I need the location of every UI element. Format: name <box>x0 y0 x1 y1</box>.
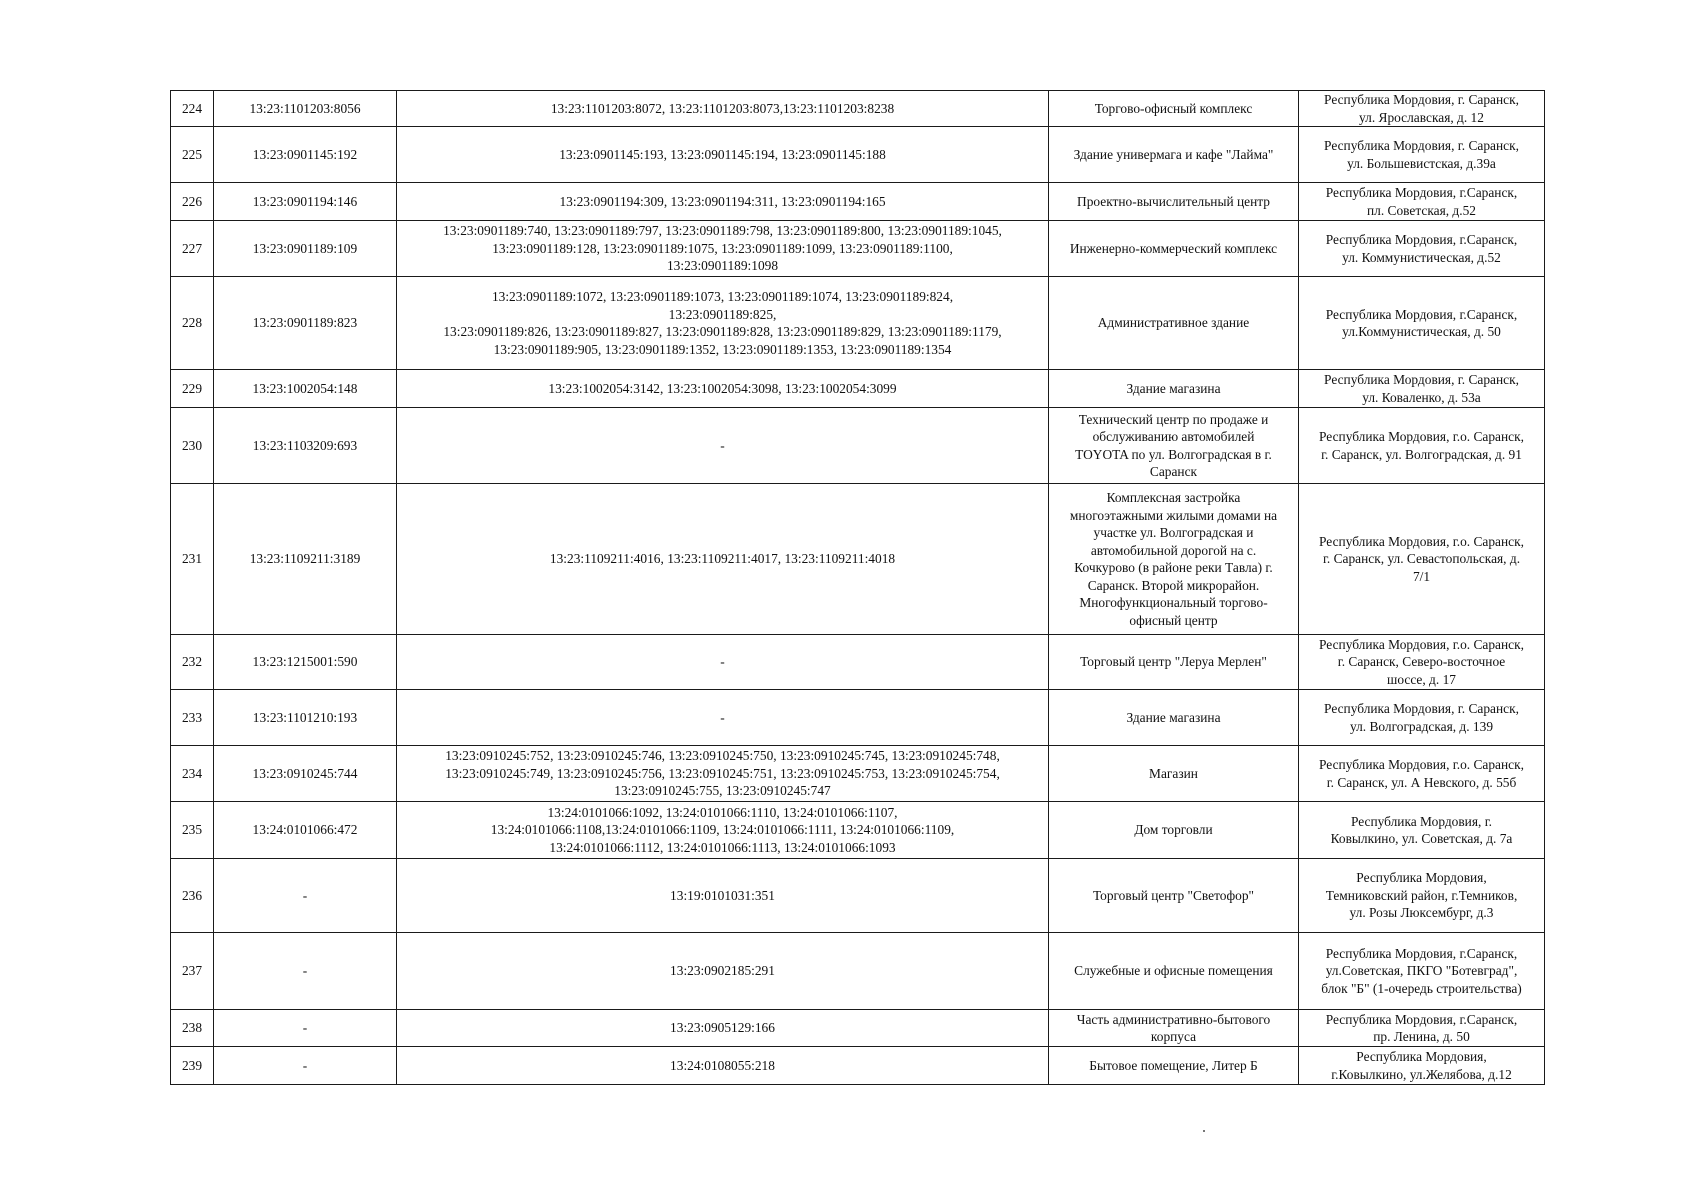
object-name <box>1049 408 1299 484</box>
row-number: 227 <box>171 221 214 277</box>
text-line: Служебные и офисные помещения <box>1074 963 1273 979</box>
text-line: пр. Ленина, д. 50 <box>1373 1029 1470 1044</box>
cadastral-number: 13:23:1215001:590 <box>214 635 397 690</box>
object-name <box>1049 183 1299 221</box>
object-address <box>1299 635 1545 690</box>
object-name <box>1049 277 1299 370</box>
text-line: 13:23:0901194:309, 13:23:0901194:311, 13:23:0901194:165 <box>559 193 886 209</box>
table-row <box>171 690 1545 746</box>
row-number: 234 <box>171 746 214 802</box>
text-line: офисный центр <box>1129 612 1218 628</box>
object-name <box>1049 127 1299 183</box>
text-line: ул.Советская, ПКГО "Ботевград", <box>1325 963 1518 979</box>
text-line: пл. Советская, д.52 <box>1367 202 1476 218</box>
text-line: Республика Мордовия, г. Саранск, <box>1324 138 1519 153</box>
cadastral-number: 13:23:1002054:148 <box>214 370 397 408</box>
related-cadastral-numbers <box>397 933 1049 1010</box>
related-cadastral-numbers <box>397 183 1049 221</box>
object-address <box>1299 408 1545 484</box>
cadastral-number: 13:23:1101203:8056 <box>214 91 397 127</box>
text-line: Республика Мордовия, г.Саранск, <box>1325 306 1518 322</box>
row-number: 228 <box>171 277 214 370</box>
object-address <box>1299 859 1545 933</box>
text-line: Республика Мордовия, г.Саранск, <box>1325 1011 1518 1027</box>
text-line: 13:23:0901145:193, 13:23:0901145:194, 13:23:0901145:188 <box>559 146 886 162</box>
text-line: Административное здание <box>1097 315 1250 331</box>
table-row <box>171 277 1545 370</box>
table-row <box>171 183 1545 221</box>
text-line: Технический центр по продаже и <box>1078 411 1269 427</box>
row-number: 224 <box>171 91 214 127</box>
text-line: Здание магазина <box>1126 709 1221 725</box>
text-line: ул. Коваленко, д. 53а <box>1362 389 1481 405</box>
object-name <box>1049 91 1299 127</box>
row-number: 230 <box>171 408 214 484</box>
cadastral-number: 13:23:0910245:744 <box>214 746 397 802</box>
text-line: Саранск. Второй микрорайон. <box>1087 577 1260 593</box>
row-number: 236 <box>171 859 214 933</box>
text-line: 13:23:0901189:1072, 13:23:0901189:1073, 13:23:0901189:1074, 13:23:0901189:824, <box>491 289 954 304</box>
text-line: блок "Б" (1-очередь строительства) <box>1321 980 1522 996</box>
text-line: Республика Мордовия, г.о. Саранск, <box>1319 429 1524 444</box>
table-row <box>171 408 1545 484</box>
related-cadastral-numbers <box>397 370 1049 408</box>
cadastral-number: 13:23:0901189:823 <box>214 277 397 370</box>
related-cadastral-numbers <box>397 408 1049 484</box>
row-number: 233 <box>171 690 214 746</box>
text-line: Магазин <box>1149 765 1198 781</box>
text-line: - <box>720 709 725 725</box>
related-cadastral-numbers <box>397 127 1049 183</box>
related-cadastral-numbers <box>397 484 1049 635</box>
related-cadastral-numbers <box>397 1010 1049 1047</box>
cadastral-number: 13:23:0901194:146 <box>214 183 397 221</box>
text-line: ул. Волгоградская, д. 139 <box>1349 718 1494 734</box>
object-address <box>1299 933 1545 1010</box>
table-row <box>171 370 1545 408</box>
text-line: Республика Мордовия, г.Саранск, <box>1325 185 1518 200</box>
text-line: Республика Мордовия, г. Саранск, <box>1324 372 1519 387</box>
text-line: обслуживанию автомобилей <box>1092 429 1255 444</box>
text-line: Многофункциональный торгово- <box>1079 595 1268 610</box>
row-number: 238 <box>171 1010 214 1047</box>
text-line: Бытовое помещение, Литер Б <box>1089 1057 1258 1073</box>
object-name <box>1049 484 1299 635</box>
text-line: - <box>720 654 725 670</box>
text-line: TOYOTA по ул. Волгоградская в г. <box>1075 446 1272 462</box>
table-row <box>171 91 1545 127</box>
text-line: Саранск <box>1149 464 1198 479</box>
text-line: Торговый центр "Леруа Мерлен" <box>1080 654 1267 670</box>
text-line: Республика Мордовия, г.Саранск, <box>1325 232 1518 247</box>
cadastral-number: 13:23:0901145:192 <box>214 127 397 183</box>
text-line: 13:23:0901189:1098 <box>666 258 779 274</box>
scan-speck <box>1203 1130 1205 1132</box>
text-line: Республика Мордовия, г.о. Саранск, <box>1319 636 1524 652</box>
object-name <box>1049 690 1299 746</box>
object-address <box>1299 91 1545 127</box>
text-line: 13:23:0901189:905, 13:23:0901189:1352, 13:23:0901189:1353, 13:23:0901189:1354 <box>493 341 952 357</box>
table-row <box>171 859 1545 933</box>
related-cadastral-numbers <box>397 91 1049 127</box>
table-row <box>171 484 1545 635</box>
related-cadastral-numbers <box>397 221 1049 277</box>
text-line: 13:23:1002054:3142, 13:23:1002054:3098, 13:23:1002054:3099 <box>548 380 897 396</box>
text-line: Республика Мордовия, г. Саранск, <box>1324 701 1519 716</box>
object-name <box>1049 370 1299 408</box>
text-line: Проектно-вычислительный центр <box>1077 193 1270 209</box>
text-line: - <box>720 437 725 453</box>
cadastral-number: 13:23:1103209:693 <box>214 408 397 484</box>
text-line: Здание универмага и кафе "Лайма" <box>1073 146 1274 162</box>
table-row <box>171 127 1545 183</box>
text-line: многоэтажными жилыми домами на <box>1069 507 1278 523</box>
object-address <box>1299 183 1545 221</box>
text-line: 13:23:1109211:4016, 13:23:1109211:4017, 13:23:1109211:4018 <box>549 551 896 567</box>
row-number: 231 <box>171 484 214 635</box>
text-line: Торгово-офисный комплекс <box>1094 100 1253 116</box>
related-cadastral-numbers <box>397 277 1049 370</box>
cadastral-number: - <box>214 933 397 1010</box>
row-number: 232 <box>171 635 214 690</box>
text-line: 13:23:0901189:128, 13:23:0901189:1075, 13:23:0901189:1099, 13:23:0901189:1100, <box>492 240 953 256</box>
text-line: 13:23:0901189:825, <box>668 306 777 322</box>
text-line: 13:23:1101203:8072, 13:23:1101203:8073,13:23:1101203:8238 <box>550 100 895 116</box>
text-line: 13:24:0101066:1092, 13:24:0101066:1110, 13:24:0101066:1107, <box>547 804 898 820</box>
text-line: шоссе, д. 17 <box>1387 671 1456 687</box>
table-row <box>171 802 1545 859</box>
object-address <box>1299 746 1545 802</box>
text-line: Республика Мордовия, г.о. Саранск, <box>1319 757 1524 772</box>
object-name <box>1049 1047 1299 1085</box>
table-row <box>171 635 1545 690</box>
text-line: Республика Мордовия, <box>1356 870 1487 886</box>
text-line: 13:23:0910245:749, 13:23:0910245:756, 13:23:0910245:751, 13:23:0910245:753, 13:23:0910245:754, <box>445 765 1000 781</box>
text-line: 13:23:0901189:826, 13:23:0901189:827, 13:23:0901189:828, 13:23:0901189:829, 13:23:0901189:1179, <box>443 324 1002 339</box>
row-number: 229 <box>171 370 214 408</box>
related-cadastral-numbers <box>397 1047 1049 1085</box>
cadastral-number: - <box>214 859 397 933</box>
text-line: 13:23:0902185:291 <box>670 963 775 979</box>
text-line: Республика Мордовия, <box>1356 1049 1487 1064</box>
text-line: Инженерно-коммерческий комплекс <box>1069 240 1278 256</box>
text-line: 13:24:0101066:1112, 13:24:0101066:1113, 13:24:0101066:1093 <box>549 839 896 855</box>
cadastral-number: 13:23:1109211:3189 <box>214 484 397 635</box>
text-line: участке ул. Волгоградская и <box>1093 525 1254 540</box>
text-line: автомобильной дорогой на с. <box>1090 542 1257 558</box>
related-cadastral-numbers <box>397 802 1049 859</box>
object-address <box>1299 277 1545 370</box>
text-line: г. Саранск, ул. Севастопольская, д. <box>1322 551 1521 567</box>
row-number: 225 <box>171 127 214 183</box>
text-line: 13:19:0101031:351 <box>670 887 775 903</box>
table-row <box>171 1047 1545 1085</box>
object-address <box>1299 484 1545 635</box>
text-line: Комплексная застройка <box>1106 490 1241 505</box>
text-line: г. Саранск, ул. Волгоградская, д. 91 <box>1321 446 1522 462</box>
related-cadastral-numbers <box>397 859 1049 933</box>
text-line: 13:23:0910245:752, 13:23:0910245:746, 13:23:0910245:750, 13:23:0910245:745, 13:23:0910245:748, <box>445 748 1000 764</box>
text-line: ул. Коммунистическая, д.52 <box>1342 249 1501 265</box>
text-line: Республика Мордовия, г.о. Саранск, <box>1319 533 1524 549</box>
text-line: ул. Розы Люксембург, д.3 <box>1349 905 1494 921</box>
text-line: Дом торговли <box>1134 822 1213 838</box>
row-number: 237 <box>171 933 214 1010</box>
text-line: Республика Мордовия, г. Саранск, <box>1324 92 1519 107</box>
object-address <box>1299 1047 1545 1085</box>
object-name <box>1049 933 1299 1010</box>
object-name <box>1049 635 1299 690</box>
text-line: Кочкурово (в районе реки Тавла) г. <box>1074 560 1273 575</box>
object-address <box>1299 127 1545 183</box>
row-number: 226 <box>171 183 214 221</box>
text-line: 13:24:0108055:218 <box>670 1057 775 1073</box>
text-line: Темниковский район, г.Темников, <box>1325 887 1518 903</box>
text-line: Ковылкино, ул. Советская, д. 7а <box>1330 831 1513 846</box>
object-address <box>1299 370 1545 408</box>
text-line: 13:24:0101066:1108,13:24:0101066:1109, 13:24:0101066:1111, 13:24:0101066:1109, <box>490 822 955 838</box>
related-cadastral-numbers <box>397 690 1049 746</box>
object-name <box>1049 802 1299 859</box>
text-line: 13:23:0905129:166 <box>670 1020 775 1036</box>
object-name <box>1049 1010 1299 1047</box>
text-line: 13:23:0910245:755, 13:23:0910245:747 <box>614 783 831 799</box>
object-address <box>1299 221 1545 277</box>
text-line: Торговый центр "Светофор" <box>1092 887 1255 903</box>
text-line: 7/1 <box>1412 568 1431 584</box>
text-line: Республика Мордовия, г. <box>1350 813 1493 829</box>
cadastral-number: 13:23:1101210:193 <box>214 690 397 746</box>
text-line: корпуса <box>1150 1029 1197 1044</box>
property-registry-table <box>170 90 1545 1085</box>
text-line: г. Саранск, ул. А Невского, д. 55б <box>1326 774 1517 790</box>
text-line: г.Ковылкино, ул.Желябова, д.12 <box>1331 1066 1512 1082</box>
text-line: г. Саранск, Северо-восточное <box>1337 654 1506 670</box>
row-number: 235 <box>171 802 214 859</box>
cadastral-number: 13:24:0101066:472 <box>214 802 397 859</box>
related-cadastral-numbers <box>397 746 1049 802</box>
table-row <box>171 1010 1545 1047</box>
text-line: ул. Ярославская, д. 12 <box>1359 109 1484 125</box>
text-line: Республика Мордовия, г.Саранск, <box>1325 945 1518 961</box>
cadastral-number: - <box>214 1047 397 1085</box>
object-address <box>1299 1010 1545 1047</box>
row-number: 239 <box>171 1047 214 1085</box>
object-name <box>1049 859 1299 933</box>
object-address <box>1299 802 1545 859</box>
table-row <box>171 933 1545 1010</box>
table-row <box>171 221 1545 277</box>
text-line: Часть административно-бытового <box>1076 1011 1271 1027</box>
text-line: Здание магазина <box>1126 380 1221 396</box>
cadastral-number: 13:23:0901189:109 <box>214 221 397 277</box>
text-line: ул.Коммунистическая, д. 50 <box>1342 324 1501 339</box>
object-address <box>1299 690 1545 746</box>
object-name <box>1049 746 1299 802</box>
text-line: 13:23:0901189:740, 13:23:0901189:797, 13:23:0901189:798, 13:23:0901189:800, 13:23:0901189:1045, <box>443 223 1002 239</box>
object-name <box>1049 221 1299 277</box>
text-line: ул. Большевистская, д.39а <box>1347 155 1496 171</box>
related-cadastral-numbers <box>397 635 1049 690</box>
cadastral-number: - <box>214 1010 397 1047</box>
table-row <box>171 746 1545 802</box>
